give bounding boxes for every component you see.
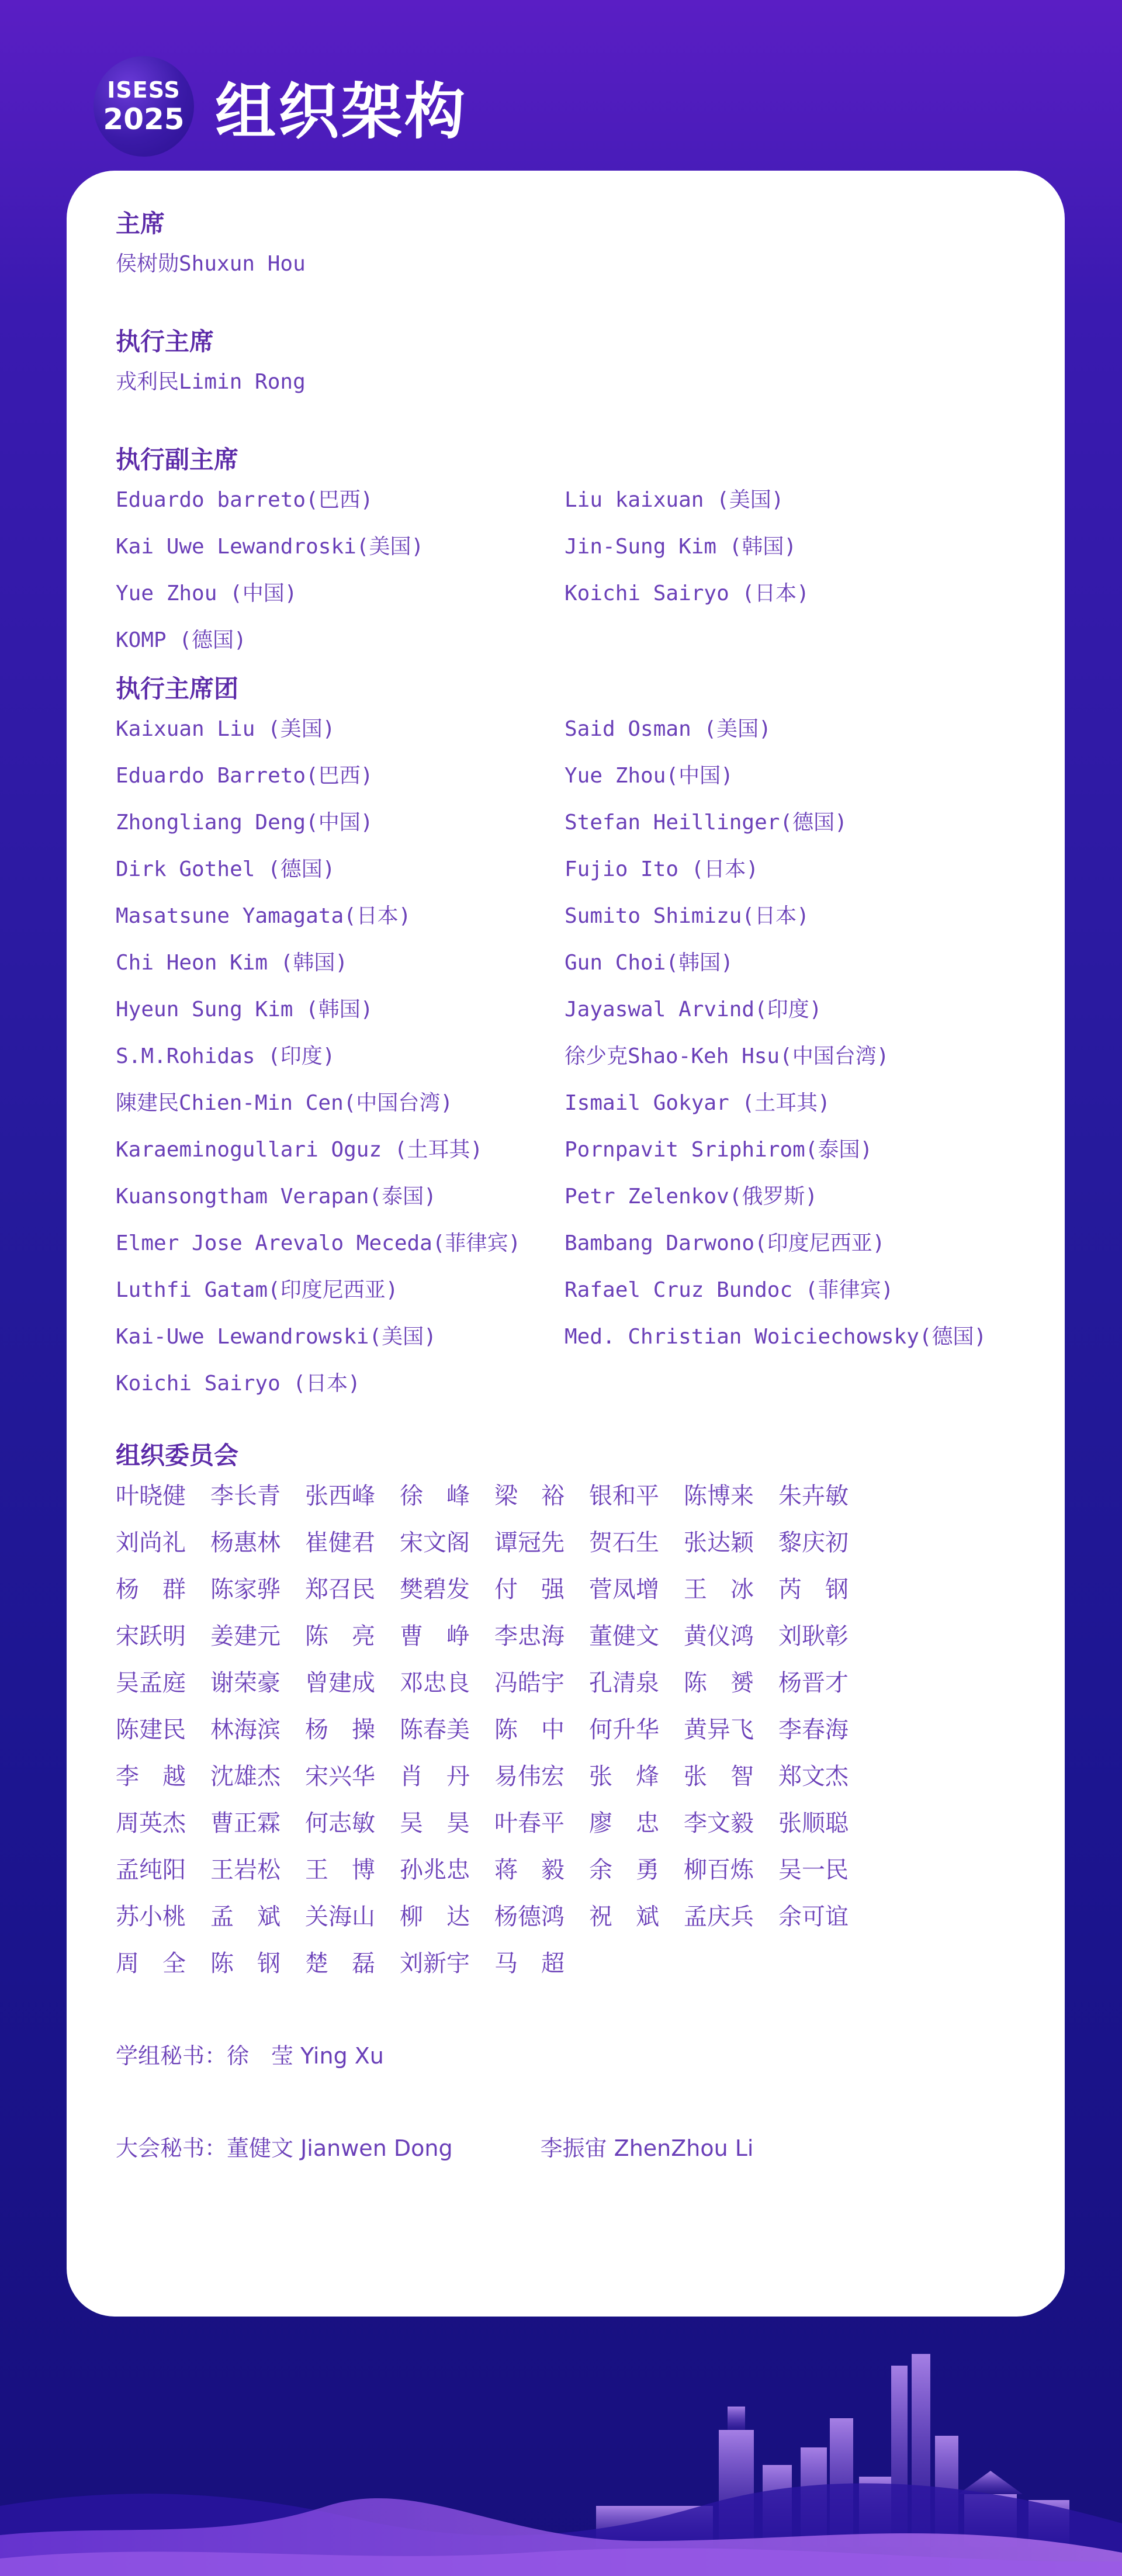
presidium-entry: Koichi Sairyo (日本) <box>116 1372 361 1396</box>
vice-chairman-entry: KOMP (德国) <box>116 628 247 652</box>
committee-member: 王岩松 <box>210 1857 280 1883</box>
committee-member: 谭冠先 <box>494 1529 565 1556</box>
committee-member: 易伟宏 <box>494 1763 565 1790</box>
committee-member: 吴 昊 <box>400 1810 470 1837</box>
committee-member: 林海滨 <box>210 1716 280 1743</box>
committee-member: 张顺聪 <box>778 1810 849 1837</box>
committee-member: 陈春美 <box>400 1716 470 1743</box>
vice-chairman-entry: Yue Zhou (中国) <box>116 581 297 605</box>
committee-member: 曾建成 <box>305 1670 375 1696</box>
content-card <box>67 171 1065 2317</box>
committee-member: 黎庆初 <box>778 1529 849 1556</box>
presidium-entry: Rafael Cruz Bundoc (菲律宾) <box>565 1278 894 1302</box>
committee-member: 刘新宇 <box>400 1950 470 1977</box>
committee-member: 张 智 <box>684 1763 754 1790</box>
presidium-entry: Elmer Jose Arevalo Meceda(菲律宾) <box>116 1231 521 1255</box>
committee-member: 肖 丹 <box>400 1763 470 1790</box>
presidium-entry: Pornpavit Sriphirom(泰国) <box>565 1138 873 1162</box>
logo-line2: 2025 <box>103 102 185 136</box>
committee-member: 马 超 <box>494 1950 565 1977</box>
presidium-entry: Masatsune Yamagata(日本) <box>116 904 411 928</box>
committee-member: 郑召民 <box>305 1576 375 1603</box>
exec-vice-chairmen-heading: 执行副主席 <box>116 445 239 474</box>
presidium-entry: Bambang Darwono(印度尼西亚) <box>565 1231 885 1255</box>
presidium-entry: Ismail Gokyar (土耳其) <box>565 1091 830 1115</box>
committee-member: 李 越 <box>116 1763 186 1790</box>
conference-secretary-label: 大会秘书： <box>116 2135 227 2161</box>
presidium-entry: S.M.Rohidas (印度) <box>116 1044 335 1068</box>
academic-secretary: 学组秘书：徐 莹 Ying Xu <box>116 2043 384 2069</box>
logo-line1: ISESS <box>107 77 181 103</box>
conference-secretary <box>116 2125 1016 2172</box>
city-skyline-decoration <box>0 2331 1122 2576</box>
committee-member: 芮 钢 <box>778 1576 849 1603</box>
committee-member: 周英杰 <box>116 1810 186 1837</box>
vice-chairman-entry: Kai Uwe Lewandroski(美国) <box>116 535 424 559</box>
committee-member: 廖 忠 <box>589 1810 659 1837</box>
committee-member: 谢荣豪 <box>210 1670 280 1696</box>
presidium-entry: Jayaswal Arvind(印度) <box>565 998 822 1022</box>
committee-member: 梁 裕 <box>494 1483 565 1509</box>
presidium-entry: Chi Heon Kim (韩国) <box>116 951 348 975</box>
presidium-entry: Dirk Gothel (德国) <box>116 857 335 881</box>
conference-secretary-person1: 董健文 Jianwen Dong <box>227 2135 453 2161</box>
committee-member: 银和平 <box>589 1483 659 1509</box>
committee-member: 孙兆忠 <box>400 1857 470 1883</box>
committee-member: 陈家骅 <box>210 1576 280 1603</box>
committee-member: 李忠海 <box>494 1623 565 1650</box>
committee-member: 杨 操 <box>305 1716 375 1743</box>
committee-member: 李长青 <box>210 1483 280 1509</box>
committee-member: 宋跃明 <box>116 1623 186 1650</box>
committee-member: 余可谊 <box>778 1903 849 1930</box>
committee-member: 陈 赟 <box>684 1670 754 1696</box>
committee-member: 张达颖 <box>684 1529 754 1556</box>
conference-secretary-person2: 李振宙 ZhenZhou Li <box>540 2135 754 2161</box>
committee-member: 朱卉敏 <box>778 1483 849 1509</box>
vice-chairman-entry: Koichi Sairyo (日本) <box>565 581 809 605</box>
presidium-entry: Kuansongtham Verapan(泰国) <box>116 1185 437 1209</box>
committee-member: 沈雄杰 <box>210 1763 280 1790</box>
organizing-committee-list <box>116 1473 1016 1987</box>
committee-member: 宋文阁 <box>400 1529 470 1556</box>
exec-chairman-name: 戎利民Limin Rong <box>116 370 306 394</box>
committee-member: 孔清泉 <box>589 1670 659 1696</box>
committee-member: 樊碧发 <box>400 1576 470 1603</box>
committee-member: 杨惠林 <box>210 1529 280 1556</box>
card-content <box>116 207 1016 2172</box>
committee-member: 孟 斌 <box>210 1903 280 1930</box>
committee-member: 杨德鸿 <box>494 1903 565 1930</box>
committee-member: 楚 磊 <box>305 1950 375 1977</box>
committee-member: 刘耿彰 <box>778 1623 849 1650</box>
committee-member: 孟纯阳 <box>116 1857 186 1883</box>
vice-chairman-entry: Eduardo barreto(巴西) <box>116 488 373 512</box>
committee-member: 陈博来 <box>684 1483 754 1509</box>
committee-member: 曹正霖 <box>210 1810 280 1837</box>
committee-member: 徐 峰 <box>400 1483 470 1509</box>
page-header <box>94 54 468 159</box>
committee-member: 王 冰 <box>684 1576 754 1603</box>
committee-member: 何升华 <box>589 1716 659 1743</box>
chairman-heading: 主席 <box>116 209 165 238</box>
presidium-entry: Zhongliang Deng(中国) <box>116 811 373 835</box>
committee-member: 陈 中 <box>494 1716 565 1743</box>
committee-member: 姜建元 <box>210 1623 280 1650</box>
page-title: 组织架构 <box>215 76 468 147</box>
committee-member: 叶晓健 <box>116 1483 186 1509</box>
committee-member: 苏小桃 <box>116 1903 186 1930</box>
isess-logo <box>94 56 194 157</box>
presidium-entry: Kaixuan Liu (美国) <box>116 717 335 741</box>
committee-member: 叶春平 <box>494 1810 565 1837</box>
committee-member: 杨晋才 <box>778 1670 849 1696</box>
committee-member: 柳百炼 <box>684 1857 754 1883</box>
committee-member: 陈建民 <box>116 1716 186 1743</box>
presidium-entry: 陳建民Chien-Min Cen(中国台湾) <box>116 1091 453 1115</box>
committee-member: 冯皓宇 <box>494 1670 565 1696</box>
presidium-entry: Gun Choi(韩国) <box>565 951 733 975</box>
committee-member: 何志敏 <box>305 1810 375 1837</box>
exec-chairman-heading: 执行主席 <box>116 327 214 356</box>
exec-presidium-heading: 执行主席团 <box>116 674 239 703</box>
presidium-entry: Petr Zelenkov(俄罗斯) <box>565 1185 818 1209</box>
committee-member: 余 勇 <box>589 1857 659 1883</box>
presidium-entry: Sumito Shimizu(日本) <box>565 904 809 928</box>
committee-member: 李文毅 <box>684 1810 754 1837</box>
presidium-entry: Eduardo Barreto(巴西) <box>116 764 373 788</box>
presidium-entry: Yue Zhou(中国) <box>565 764 733 788</box>
committee-member: 祝 斌 <box>589 1903 659 1930</box>
committee-member: 黄异飞 <box>684 1716 754 1743</box>
committee-member: 孟庆兵 <box>684 1903 754 1930</box>
presidium-entry: Fujio Ito (日本) <box>565 857 759 881</box>
committee-member: 崔健君 <box>305 1529 375 1556</box>
committee-member: 菅凤增 <box>589 1576 659 1603</box>
committee-member: 邓忠良 <box>400 1670 470 1696</box>
presidium-entry: Said Osman (美国) <box>565 717 771 741</box>
presidium-entry: Luthfi Gatam(印度尼西亚) <box>116 1278 399 1302</box>
committee-member: 董健文 <box>589 1623 659 1650</box>
committee-member: 曹 峥 <box>400 1623 470 1650</box>
committee-member: 付 强 <box>494 1576 565 1603</box>
presidium-entry: Med. Christian Woiciechowsky(德国) <box>565 1325 987 1349</box>
committee-member: 黄仪鸿 <box>684 1623 754 1650</box>
exec-presidium-list <box>116 706 1016 1407</box>
committee-member: 贺石生 <box>589 1529 659 1556</box>
committee-member: 周 全 <box>116 1950 186 1977</box>
vice-chairman-entry: Liu kaixuan (美国) <box>565 488 784 512</box>
presidium-entry: Karaeminogullari Oguz (土耳其) <box>116 1138 483 1162</box>
vice-chairman-entry: Jin-Sung Kim (韩国) <box>565 535 797 559</box>
committee-member: 宋兴华 <box>305 1763 375 1790</box>
organizing-committee-heading: 组织委员会 <box>116 1441 239 1470</box>
committee-member: 吴孟庭 <box>116 1670 186 1696</box>
chairman-name: 侯树勋Shuxun Hou <box>116 252 306 276</box>
committee-member: 陈 亮 <box>305 1623 375 1650</box>
committee-member: 李春海 <box>778 1716 849 1743</box>
committee-member: 张西峰 <box>305 1483 375 1509</box>
committee-member: 陈 钢 <box>210 1950 280 1977</box>
exec-vice-chairmen-list <box>116 477 1016 664</box>
committee-member: 杨 群 <box>116 1576 186 1603</box>
presidium-entry: Hyeun Sung Kim (韩国) <box>116 998 373 1022</box>
committee-member: 蒋 毅 <box>494 1857 565 1883</box>
presidium-entry: 徐少克Shao-Keh Hsu(中国台湾) <box>565 1044 889 1068</box>
committee-member: 王 博 <box>305 1857 375 1883</box>
committee-member: 刘尚礼 <box>116 1529 186 1556</box>
committee-member: 郑文杰 <box>778 1763 849 1790</box>
presidium-entry: Stefan Heillinger(德国) <box>565 811 847 835</box>
committee-member: 柳 达 <box>400 1903 470 1930</box>
presidium-entry: Kai-Uwe Lewandrowski(美国) <box>116 1325 437 1349</box>
committee-member: 吴一民 <box>778 1857 849 1883</box>
committee-member: 张 烽 <box>589 1763 659 1790</box>
committee-member: 关海山 <box>305 1903 375 1930</box>
